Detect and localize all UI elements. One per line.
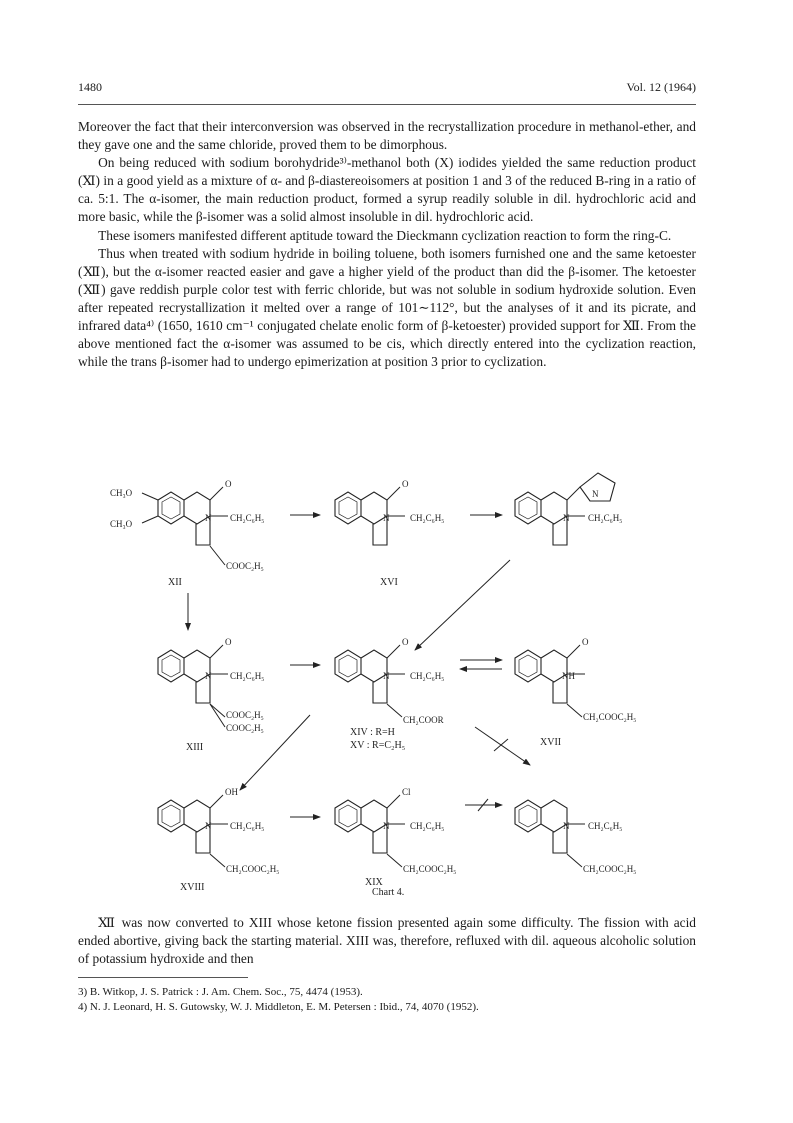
xix-sub-n: N <box>383 821 390 831</box>
xviii-sub-oh: OH <box>225 787 238 797</box>
compound-final <box>515 800 636 874</box>
paragraph-3: These isomers manifested different aptitude toward the Dieckmann cyclization reaction to form the ring-C. <box>98 227 672 243</box>
running-header <box>78 80 696 96</box>
chart-caption: Chart 4. <box>372 887 405 895</box>
xii-sub-benzyl: CH₂C₆H₅ <box>230 513 265 523</box>
volume-label: Vol. 12 (1964) <box>626 80 696 94</box>
reaction-scheme-svg <box>110 465 700 895</box>
xiii-sub-ester1: COOC₂H₅ <box>226 710 264 720</box>
xii-sub-ester: COOC₂H₅ <box>226 561 264 571</box>
enamine-sub-pyrrolidine-n: N <box>592 489 599 499</box>
page-number: 1480 <box>78 80 102 94</box>
final-sub-benzyl: CH₂C₆H₅ <box>588 821 623 831</box>
xii-sub-meo1: CH₃O <box>110 488 133 498</box>
xiv-sub-chain: CH₂COOR <box>403 715 444 725</box>
body-text-bottom <box>78 914 696 968</box>
compound-enamine <box>515 473 622 545</box>
enamine-sub-benzyl: CH₂C₆H₅ <box>588 513 623 523</box>
arrow-block-mark <box>494 739 508 751</box>
paragraph-5: Ⅻ was now converted to XIII whose ketone fission presented again some difficulty. The fission with acid ended abortive, giving back the starting material. XIII was, therefore, refluxed with dil. aqueous alcoholic solution of potassium hydroxide and then <box>78 915 696 967</box>
body-text-top <box>78 118 696 371</box>
xviii-sub-benzyl: CH₂C₆H₅ <box>230 821 265 831</box>
xvi-sub-o: O <box>402 479 409 489</box>
paragraph-2: On being reduced with sodium borohydride³⁾-methanol both (X) iodides yielded the same reduction product (Ⅺ) in a good yield as a mixture of α- and β-diastereoisomers at position 1 and 3 of the reduced B-ring in a ratio of ca. 5:1. The α-isomer, the main reduction product, formed a syrup readily soluble in dil. hydrochloric acid and more basic, while the β-isomer was a solid almost insoluble in dil. hydrochloric acid. <box>78 155 696 225</box>
paragraph-4: Thus when treated with sodium hydride in boiling toluene, both isomers furnished one and the same ketoester (Ⅻ), but the α-isomer reacted easier and gave a higher yield of the product than did the β-isomer. The ketoester (Ⅻ) gave reddish purple color test with ferric chloride, but was not soluble in sodium hydroxide solution. Even after repeated recrystallization it melted over a range of 101∼112°, but the analyses of it and its picrate, and infrared data⁴⁾ (1650, 1610 cm⁻¹ conjugated chelate enolic form of β-ketoester) provided support for Ⅻ. From the above mentioned fact the α-isomer was assumed to be cis, which directly entered into the cyclization reaction, while the trans β-isomer had to undergo epimerization at position 3 prior to cyclization. <box>78 245 696 370</box>
footnote-4: 4) N. J. Leonard, H. S. Gutowsky, W. J. Middleton, E. M. Petersen : Ibid., 74, 4070 (1952). <box>78 1001 479 1013</box>
xix-label: XIX <box>365 877 383 888</box>
xix-sub-benzyl: CH₂C₆H₅ <box>410 821 445 831</box>
xvi-label: XVI <box>380 577 398 588</box>
xiv-sub-benzyl: CH₂C₆H₅ <box>410 671 445 681</box>
compound-xii <box>110 479 264 588</box>
reaction-chart <box>110 465 700 895</box>
header-rule <box>78 104 696 105</box>
compound-xiv-xv <box>335 637 444 751</box>
xviii-sub-chain: CH₂COOC₂H₅ <box>226 864 280 874</box>
xiv-label: XIV : R=H <box>350 727 395 738</box>
xii-sub-meo2: CH₃O <box>110 519 133 529</box>
xiv-sub-n: N <box>383 671 390 681</box>
xii-sub-o: O <box>225 479 232 489</box>
xiii-sub-n: N <box>205 671 212 681</box>
xiii-sub-o: O <box>225 637 232 647</box>
xvii-sub-o: O <box>582 637 589 647</box>
compound-xviii <box>158 787 279 893</box>
final-sub-chain: CH₂COOC₂H₅ <box>583 864 637 874</box>
arrow-enamine-xiv <box>415 560 510 650</box>
xiv-sub-o: O <box>402 637 409 647</box>
xiii-sub-benzyl: CH₂C₆H₅ <box>230 671 265 681</box>
compound-xix <box>335 787 456 888</box>
footnote-3: 3) B. Witkop, J. S. Patrick : J. Am. Chem. Soc., 75, 4474 (1953). <box>78 986 363 998</box>
compound-xvi <box>335 479 444 588</box>
footnotes <box>78 985 696 1015</box>
xix-sub-cl: Cl <box>402 787 411 797</box>
xvi-sub-n: N <box>383 513 390 523</box>
xviii-sub-n: N <box>205 821 212 831</box>
xvii-sub-chain: CH₂COOC₂H₅ <box>583 712 637 722</box>
footnote-rule <box>78 977 248 978</box>
xvii-label: XVII <box>540 737 562 748</box>
enamine-sub-n: N <box>563 513 570 523</box>
xvii-sub-nh: NH <box>562 671 575 681</box>
xv-label: XV : R=C₂H₅ <box>350 740 406 751</box>
xvi-sub-benzyl: CH₂C₆H₅ <box>410 513 445 523</box>
xiii-label: XIII <box>186 742 204 753</box>
xix-sub-chain: CH₂COOC₂H₅ <box>403 864 457 874</box>
paragraph-1: Moreover the fact that their interconversion was observed in the recrystallization procedure in methanol-ether, and they gave one and the same chloride, proved them to be dimorphous. <box>78 119 696 153</box>
final-sub-n: N <box>563 821 570 831</box>
xiii-sub-ester2: COOC₂H₅ <box>226 723 264 733</box>
compound-xiii <box>158 637 264 753</box>
compound-xvii <box>515 637 636 748</box>
xii-sub-n: N <box>205 513 212 523</box>
xviii-label: XVIII <box>180 882 205 893</box>
arrow-xiv-final-blocked <box>475 727 530 765</box>
xii-label: XII <box>168 577 182 588</box>
